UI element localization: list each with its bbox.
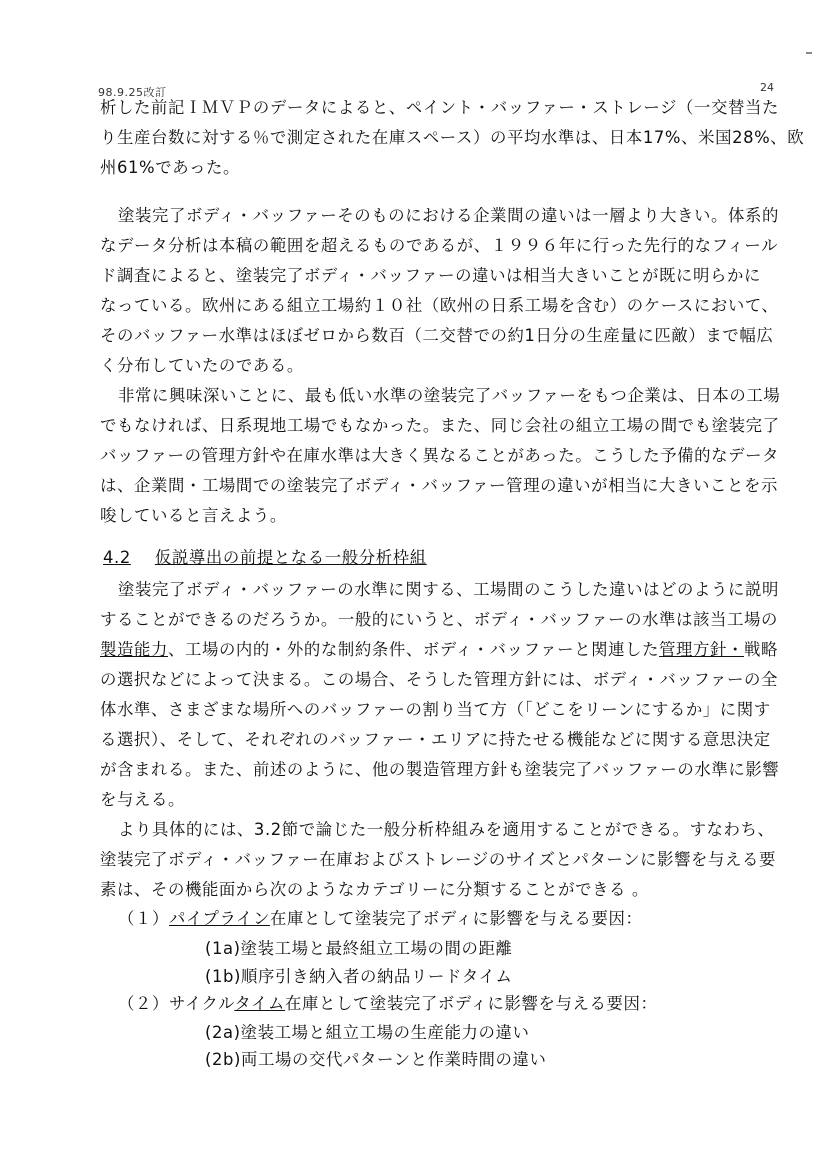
paragraph-line: 体水準、さまざまな場所へのバッファーの割り当て方（「どこをリーンにするか」に関す [100, 700, 771, 719]
underlined-term: パイプライン [168, 909, 270, 928]
paragraph-line [100, 637, 778, 663]
paragraph-line: 州61%であった。 [100, 158, 241, 177]
paragraph-line: の選択などによって決まる。この場合、そうした管理方針には、ボディ・バッファーの全 [100, 670, 778, 689]
paragraph-line: 塗装完了ボディ・バッファーの水準に関する、工場間のこうした違いはどのように説明 [118, 580, 779, 599]
list-subitem: (1a)塗装工場と最終組立工場の間の距離 [205, 939, 513, 958]
paragraph-line: り生産台数に対する％で測定された在庫スペース）の平均水準は、日本17%、米国28%、欧 [100, 128, 805, 147]
list-subitem: (1b)順序引き納入者の納品リードタイム [205, 967, 513, 986]
page-number: 24 [760, 81, 774, 94]
scan-mark [806, 52, 812, 54]
text-span: 戦略 [744, 640, 778, 659]
paragraph-line: が含まれる。また、前述のように、他の製造管理方針も塗装完了バッファーの水準に影響 [100, 760, 780, 779]
paragraph-line: を与える。 [100, 790, 185, 809]
paragraph-line: は、企業間・工場間での塗装完了ボディ・バッファー管理の違いが相当に大きいことを示 [100, 476, 778, 495]
underlined-term: タイム [234, 994, 285, 1013]
paragraph-line: く分布していたのである。 [100, 356, 304, 375]
underlined-term: 管理方針・ [659, 640, 745, 659]
paragraph-line: ド調査によると、塗装完了ボディ・バッファーの違いは相当大きいことが既に明らかに [100, 266, 761, 285]
section-heading [103, 545, 427, 571]
paragraph-line: バッファーの管理方針や在庫水準は大きく異なることがあった。こうした予備的なデータ [100, 446, 780, 465]
list-item [118, 906, 642, 932]
paragraph-line: 非常に興味深いことに、最も低い水準の塗装完了バッファーをもつ企業は、日本の工場 [118, 386, 781, 405]
paragraph-line: なっている。欧州にある組立工場約１０社（欧州の日系工場を含む）のケースにおいて、 [100, 296, 779, 315]
section-number: 4.2 [103, 548, 131, 567]
paragraph-line: る選択）、そして、それぞれのバッファー・エリアに持たせる機能などに関する意思決定 [100, 730, 771, 749]
text-span: 、工場の内的・外的な制約条件、ボディ・バッファーと関連した [167, 640, 660, 659]
list-subitem: (2a)塗装工場と組立工場の生産能力の違い [205, 1023, 530, 1042]
paragraph-line: 析した前記ＩＭＶＰのデータによると、ペイント・バッファー・ストレージ（一交替当た [100, 98, 779, 117]
text-span: 在庫として塗装完了ボディに影響を与える要因： [269, 909, 643, 928]
text-span: 在庫として塗装完了ボディに影響を与える要因： [284, 994, 658, 1013]
list-item [118, 991, 657, 1017]
paragraph-line: 唆していると言えよう。 [100, 506, 287, 525]
paragraph-line: なデータ分析は本稿の範囲を超えるものであるが、１９９６年に行った先行的なフィール [100, 236, 778, 255]
list-marker: （２）サイクル [118, 994, 235, 1013]
section-title: 仮説導出の前提となる一般分析枠組 [154, 548, 427, 567]
paragraph-line: より具体的には、3.2節で論じた一般分析枠組みを適用することができる。すなわち、 [118, 820, 775, 839]
paragraph-line: でもなければ、日系現地工場でもなかった。また、同じ会社の組立工場の間でも塗装完了 [100, 416, 780, 435]
paragraph-line: することができるのだろうか。一般的にいうと、ボディ・バッファーの水準は該当工場の [100, 610, 778, 629]
underlined-term: 製造能力 [100, 640, 168, 659]
paragraph-line: 塗装完了ボディ・バッファーそのものにおける企業間の違いは一層より大きい。体系的 [118, 206, 779, 225]
paragraph-line: 素は、その機能面から次のようなカテゴリーに分類することができる 。 [100, 880, 649, 899]
revision-note: 98.9.25改訂 [98, 86, 167, 99]
paragraph-line: そのバッファー水準はほぼゼロから数百（二交替での約1日分の生産量に匹敵）まで幅広 [100, 326, 774, 345]
list-marker: （１） [118, 909, 169, 928]
paragraph-line: 塗装完了ボディ・バッファー在庫およびストレージのサイズとパターンに影響を与える要 [100, 850, 777, 869]
list-subitem: (2b)両工場の交代パターンと作業時間の違い [205, 1050, 547, 1069]
